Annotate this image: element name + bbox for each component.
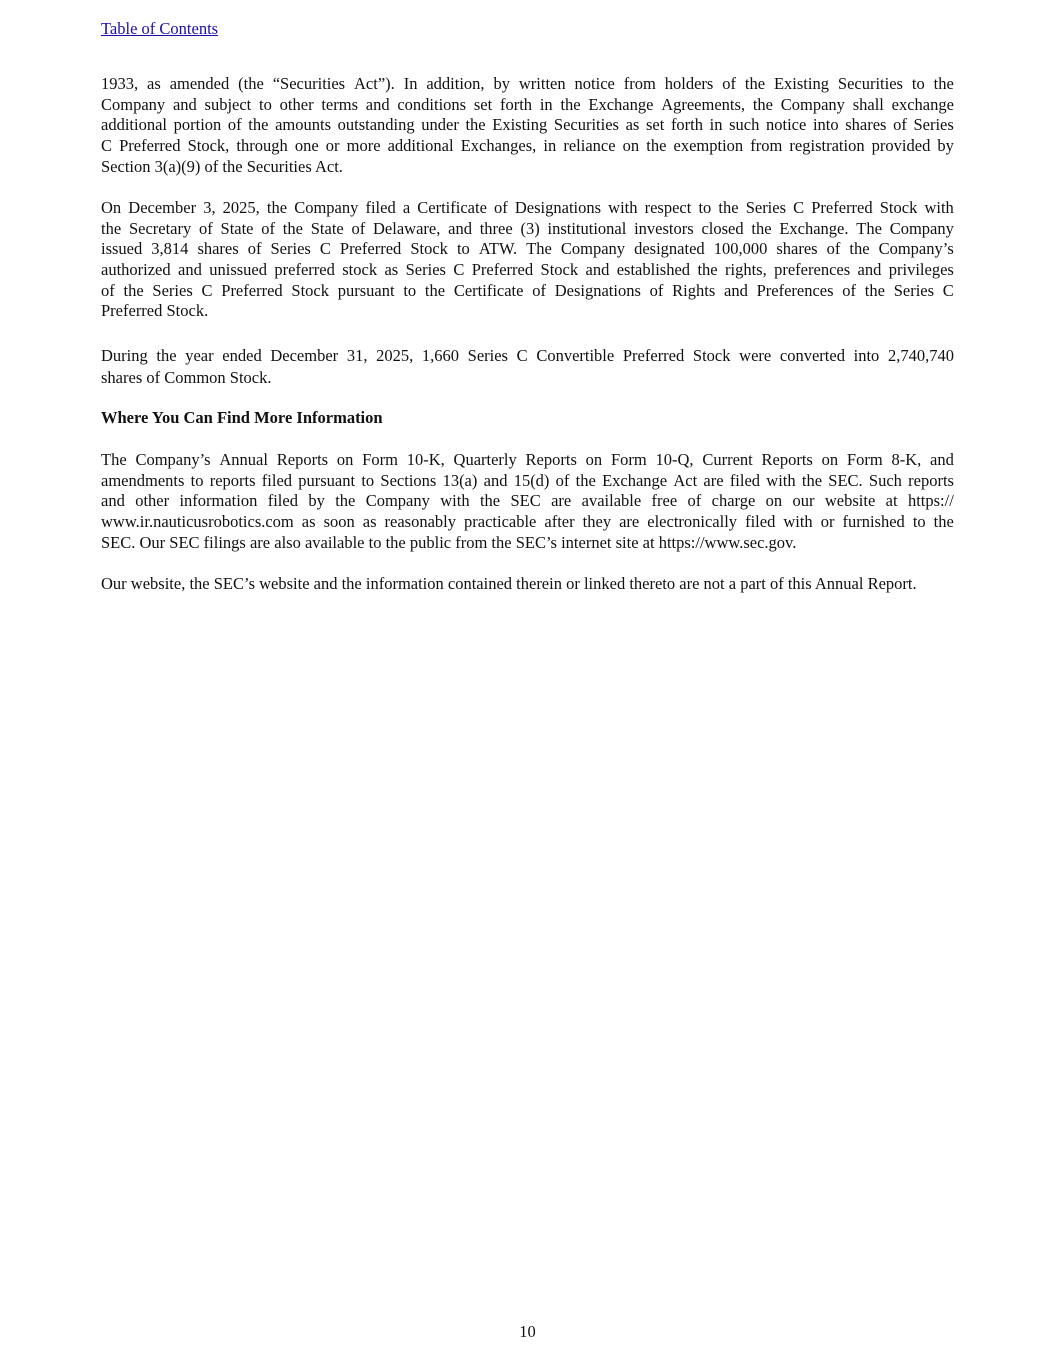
word: the — [156, 346, 177, 365]
word: shares — [776, 239, 818, 259]
word: Stock — [410, 239, 448, 259]
word: Company — [780, 94, 845, 114]
word: Act”). — [354, 74, 395, 93]
word: C — [201, 280, 213, 300]
word: December — [270, 346, 339, 365]
word: free — [651, 491, 678, 511]
word: outstanding — [337, 115, 415, 135]
word: Act — [673, 470, 698, 490]
word: Existing — [492, 115, 548, 135]
word: 1,660 — [421, 346, 459, 365]
word: C — [942, 280, 954, 300]
text-line: shares of Common Stock. — [101, 368, 272, 387]
word: the — [864, 280, 885, 300]
word: soon — [323, 512, 355, 532]
word: “Securities — [272, 74, 346, 93]
word: of — [227, 115, 242, 135]
word: Preferred — [471, 260, 534, 280]
word: the — [266, 198, 288, 217]
word: filed — [365, 198, 396, 217]
word: Series — [405, 260, 446, 280]
word: the — [849, 239, 870, 259]
word: from — [750, 136, 783, 156]
word: on — [336, 450, 354, 469]
word: to — [403, 280, 417, 300]
word: other — [279, 94, 314, 114]
word: with — [440, 491, 470, 511]
word: 3,814 — [151, 239, 189, 259]
word: Quarterly — [453, 450, 517, 469]
word: Company — [889, 218, 954, 238]
word: Stock — [692, 346, 731, 365]
word: the — [718, 198, 739, 217]
word: as — [625, 115, 640, 135]
word: On — [101, 198, 122, 217]
word: exemption — [673, 136, 744, 156]
word: the — [801, 470, 823, 490]
word: Rights — [672, 280, 716, 300]
word: set — [473, 94, 493, 114]
word: Series — [913, 115, 954, 135]
word: State — [310, 218, 344, 238]
word: issued — [101, 239, 143, 259]
word: to — [259, 94, 272, 114]
text-line — [101, 512, 954, 533]
word: website — [824, 491, 876, 511]
word: the — [335, 491, 356, 511]
word: terms — [321, 94, 358, 114]
word: as — [147, 74, 161, 93]
word: Form — [610, 450, 647, 469]
word: shares — [845, 115, 887, 135]
word: converted — [779, 346, 845, 365]
word: December — [128, 198, 197, 217]
word: (the — [238, 74, 264, 93]
word: Existing — [773, 74, 829, 93]
word: notice — [574, 74, 615, 93]
word: after — [544, 512, 575, 532]
word: authorized — [101, 260, 171, 280]
word: and — [930, 450, 954, 469]
word: as — [301, 512, 316, 532]
word: the — [575, 470, 596, 490]
word: of — [494, 198, 508, 217]
word: https:// — [907, 491, 954, 511]
word: Stock — [540, 260, 579, 280]
word: and — [483, 470, 508, 490]
text-line — [101, 198, 954, 219]
word: under — [421, 115, 459, 135]
word: Series — [467, 346, 508, 365]
word: with — [608, 198, 638, 217]
word: to — [456, 239, 470, 259]
word: SEC — [510, 491, 541, 511]
word: the — [933, 512, 954, 532]
word: practicable — [464, 512, 537, 532]
word: Preferred — [622, 346, 685, 365]
word: unissued — [209, 260, 267, 280]
word: ended — [222, 346, 262, 365]
word: written — [518, 74, 566, 93]
word: through — [236, 136, 288, 156]
word: by — [937, 136, 954, 156]
word: preferences — [774, 260, 851, 280]
word: reliance — [563, 136, 616, 156]
word: investors — [634, 218, 694, 238]
word: Annual — [219, 450, 268, 469]
word: Delaware, — [373, 218, 441, 238]
word: Preferred — [119, 136, 181, 156]
word: SEC. — [828, 470, 863, 490]
text-line: Our website, the SEC’s website and the information contained therein or linked thereto are not a part of this Annual Report. — [101, 574, 917, 593]
word: the — [751, 218, 772, 238]
word: Designations — [554, 280, 641, 300]
word: Series — [893, 280, 935, 300]
word: the — [465, 115, 486, 135]
word: established — [616, 260, 691, 280]
word: Preferred — [811, 198, 873, 217]
word: 8-K, — [891, 450, 922, 469]
word: Series — [745, 198, 787, 217]
word: are — [619, 512, 640, 532]
word: institutional — [547, 218, 627, 238]
word: or — [325, 136, 340, 156]
word: The — [856, 218, 882, 238]
word: of — [101, 280, 115, 300]
word: 2025, — [376, 346, 414, 365]
word: 3, — [203, 198, 216, 217]
word: subject — [204, 94, 252, 114]
word: to — [911, 74, 925, 93]
word: and — [172, 94, 197, 114]
text-line — [101, 281, 954, 302]
text-line — [101, 471, 954, 492]
word: Company — [560, 239, 626, 259]
paragraph-website-disclaimer — [101, 574, 954, 595]
section-heading: Where You Can Find More Information — [101, 408, 383, 427]
word: 15(d) — [513, 470, 550, 490]
table-of-contents-link[interactable]: Table of Contents — [101, 19, 219, 38]
word: Certificate — [453, 280, 524, 300]
word: shall — [852, 94, 884, 114]
word: addition, — [426, 74, 485, 93]
text-line — [101, 345, 954, 367]
word: Exchange — [588, 94, 654, 114]
word: other — [135, 491, 170, 511]
word: Preferences — [756, 280, 834, 300]
word: Secretary — [128, 218, 192, 238]
word: they — [582, 512, 612, 532]
word: the — [248, 115, 269, 135]
word: Reports — [761, 450, 813, 469]
word: Agreements, — [661, 94, 746, 114]
word: exchange — [891, 94, 954, 114]
word: closed — [701, 218, 744, 238]
word: as — [384, 260, 399, 280]
word: 10-K, — [406, 450, 445, 469]
word: with — [783, 512, 813, 532]
word: reports — [908, 470, 954, 490]
word: available — [581, 491, 642, 511]
word: and — [178, 260, 202, 280]
word: Company — [294, 198, 359, 217]
word: of — [261, 218, 276, 238]
word: on — [585, 450, 603, 469]
word: Series — [270, 239, 311, 259]
word: to — [190, 470, 204, 490]
word: of — [351, 218, 366, 238]
word: Preferred — [339, 239, 402, 259]
word: pursuant — [298, 470, 356, 490]
word: of — [722, 74, 736, 93]
word: Exchanges, — [460, 136, 537, 156]
word: Designations — [514, 198, 602, 217]
word: the — [424, 280, 446, 300]
word: Company’s — [878, 239, 954, 259]
word: provided — [871, 136, 931, 156]
text-line — [101, 95, 954, 116]
word: 100,000 — [713, 239, 768, 259]
word: from — [623, 74, 656, 93]
word: the — [560, 94, 581, 114]
word: Company — [365, 491, 430, 511]
word: C — [516, 346, 528, 365]
word: amended — [169, 74, 230, 93]
word: stock — [342, 260, 378, 280]
word: to — [912, 512, 926, 532]
word: filed — [729, 470, 761, 490]
word: privileges — [888, 260, 954, 280]
word: charge — [711, 491, 756, 511]
word: Stock, — [187, 136, 230, 156]
word: Series — [152, 280, 193, 300]
word: at — [885, 491, 898, 511]
word: conditions — [397, 94, 467, 114]
word: to — [698, 198, 712, 217]
word: the — [479, 491, 501, 511]
word: by — [308, 491, 325, 511]
text-line — [101, 450, 954, 471]
text-line — [101, 115, 954, 136]
word: three — [479, 218, 513, 238]
word: Form — [362, 450, 398, 469]
word: notice — [765, 115, 807, 135]
word: C — [101, 136, 113, 156]
word: of — [532, 280, 546, 300]
word: are — [703, 470, 724, 490]
word: additional — [387, 136, 454, 156]
word: Certificate — [417, 198, 487, 217]
word: by — [493, 74, 510, 93]
word: the — [646, 136, 667, 156]
word: one — [294, 136, 319, 156]
word: and — [448, 218, 472, 238]
word: our — [792, 491, 815, 511]
word: the — [697, 260, 718, 280]
word: Securities — [553, 115, 619, 135]
word: 2025, — [222, 198, 260, 217]
word: filed — [261, 470, 293, 490]
word: of — [826, 239, 841, 259]
text-line — [101, 239, 954, 260]
word: 2,740,740 — [887, 346, 954, 365]
word: and — [365, 94, 390, 114]
word: furnished — [842, 512, 905, 532]
word: are — [551, 491, 572, 511]
word: in — [709, 115, 723, 135]
text-line — [101, 260, 954, 281]
text-line: Preferred Stock. — [101, 301, 209, 321]
paragraph-securities-act-exchange — [101, 74, 954, 177]
text-line — [101, 136, 954, 157]
word: Form — [846, 450, 883, 469]
word: State — [220, 218, 254, 238]
word: Preferred — [221, 280, 283, 300]
text-line: Section 3(a)(9) of the Securities Act. — [101, 156, 343, 176]
word: were — [739, 346, 772, 365]
word: additional — [101, 115, 167, 135]
word: in — [543, 136, 557, 156]
word: of — [247, 239, 262, 259]
word: of — [687, 491, 702, 511]
word: such — [729, 115, 760, 135]
word: Sections — [380, 470, 437, 490]
word: During — [101, 346, 148, 365]
word: electronically — [647, 512, 738, 532]
word: Convertible — [536, 346, 615, 365]
text-line — [101, 74, 954, 95]
word: respect — [644, 198, 692, 217]
word: holders — [664, 74, 714, 93]
word: on — [765, 491, 783, 511]
word: 10-Q, — [655, 450, 694, 469]
word: the — [101, 218, 122, 238]
word: C — [453, 260, 465, 280]
text-line — [101, 491, 954, 512]
word: In — [403, 74, 418, 93]
word: with — [766, 470, 796, 490]
word: as — [362, 512, 377, 532]
word: Reports — [276, 450, 329, 469]
word: C — [793, 198, 805, 217]
word: or — [820, 512, 835, 532]
paragraph-sec-filings — [101, 450, 954, 553]
word: (3) — [520, 218, 540, 238]
text-line — [101, 219, 954, 240]
word: Such — [868, 470, 902, 490]
word: amounts — [275, 115, 331, 135]
word: to — [361, 470, 375, 490]
word: forth — [670, 115, 704, 135]
word: Company’s — [135, 450, 211, 469]
word: reasonably — [384, 512, 456, 532]
word: 1933, — [101, 74, 139, 93]
word: set — [645, 115, 665, 135]
word: preferred — [274, 260, 335, 280]
word: filed — [267, 491, 298, 511]
paragraph-certificate-of-designations — [101, 198, 954, 322]
word: and — [585, 260, 610, 280]
word: filed — [745, 512, 776, 532]
word: into — [812, 115, 839, 135]
word: with — [924, 198, 954, 217]
word: year — [185, 346, 214, 365]
word: Stock — [879, 198, 918, 217]
word: the — [933, 74, 954, 93]
word: amendments — [101, 470, 185, 490]
page-number: 10 — [519, 1322, 536, 1341]
word: more — [346, 136, 381, 156]
word: The — [526, 239, 552, 259]
word: the — [282, 218, 303, 238]
word: on — [622, 136, 640, 156]
word: of — [893, 115, 907, 135]
word: into — [853, 346, 880, 365]
word: of — [555, 470, 570, 490]
word: ATW. — [478, 239, 518, 259]
word: 13(a) — [442, 470, 478, 490]
word: of — [199, 218, 213, 238]
word: C — [319, 239, 331, 259]
word: Securities — [837, 74, 903, 93]
word: Company — [101, 94, 166, 114]
paragraph-conversion — [101, 345, 954, 389]
word: registration — [789, 136, 865, 156]
word: Stock — [291, 280, 329, 300]
word: portion — [173, 115, 222, 135]
word: shares — [197, 239, 239, 259]
word: information — [179, 491, 258, 511]
word: Exchange — [602, 470, 668, 490]
word: www.ir.nauticusrobotics.com — [101, 512, 294, 532]
word: reports — [209, 470, 256, 490]
word: a — [402, 198, 411, 217]
word: Current — [702, 450, 753, 469]
word: in — [539, 94, 553, 114]
word: of — [649, 280, 664, 300]
word: Reports — [525, 450, 577, 469]
text-line: SEC. Our SEC filings are also available to the public from the SEC’s internet site at https://www.sec.gov. — [101, 532, 797, 552]
word: 31, — [346, 346, 368, 365]
word: and — [724, 280, 748, 300]
word: and — [857, 260, 882, 280]
word: of — [842, 280, 857, 300]
word: the — [744, 74, 766, 93]
word: forth — [499, 94, 533, 114]
word: the — [123, 280, 144, 300]
word: Exchange. — [779, 218, 849, 238]
word: the — [752, 94, 773, 114]
word: designated — [634, 239, 705, 259]
word: and — [101, 491, 125, 511]
word: The — [101, 450, 127, 469]
word: on — [821, 450, 839, 469]
word: pursuant — [337, 280, 395, 300]
word: rights, — [725, 260, 767, 280]
